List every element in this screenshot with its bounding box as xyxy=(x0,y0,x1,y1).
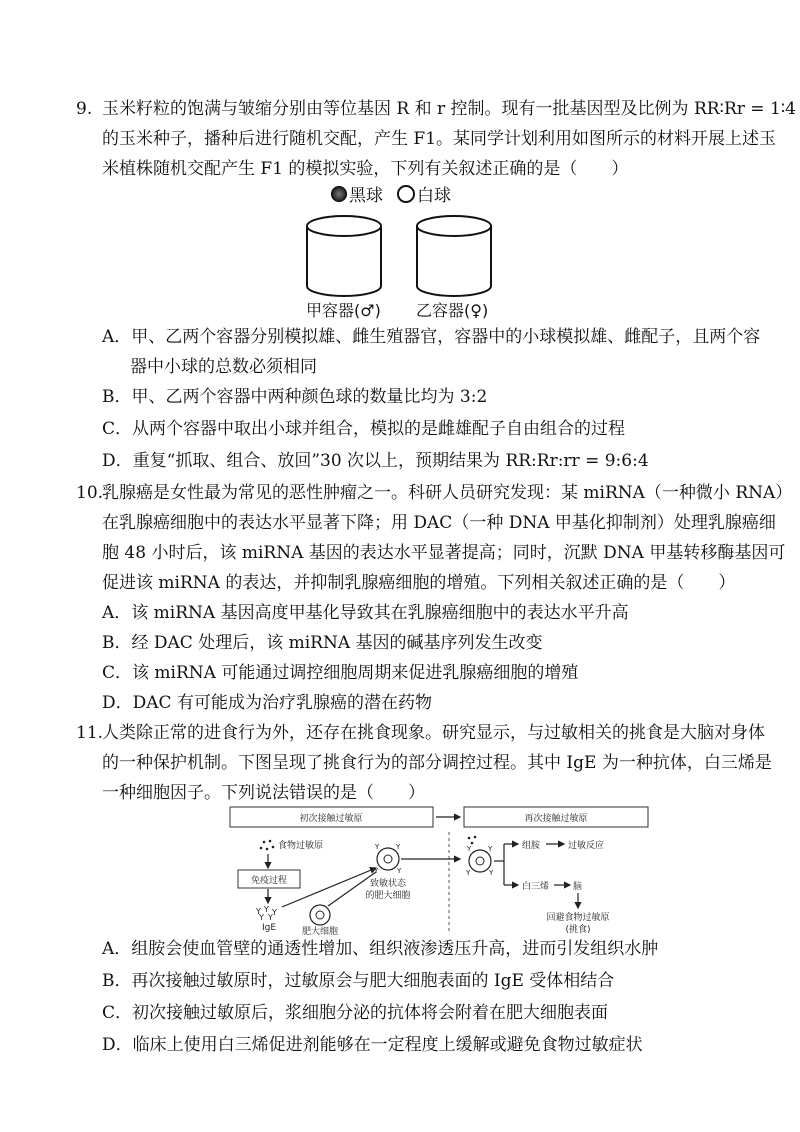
black-ball-icon xyxy=(331,186,347,202)
question-text-line: 促进该 miRNA 的表达，并抑制乳腺癌细胞的增殖。下列相关叙述正确的是（ ） xyxy=(102,573,736,593)
avoid-label-line1: 回避食物过敏原 xyxy=(546,913,610,923)
svg-text:Y: Y xyxy=(466,869,471,877)
svg-text:Y: Y xyxy=(488,845,493,853)
option-a: A．组胺会使血管壁的通透性增加、组织液渗透压升高，进而引发组织水肿 xyxy=(102,939,659,959)
option-a: A．甲、乙两个容器分别模拟雄、雌生殖器官，容器中的小球模拟雄、雌配子，且两个容 xyxy=(102,327,761,347)
svg-text:Y: Y xyxy=(489,869,494,877)
brain-label: 脑 xyxy=(573,882,583,892)
question-number: 10. xyxy=(76,483,104,503)
mast-cell-label: 肥大细胞 xyxy=(301,927,339,936)
option-b: B．再次接触过敏原时，过敏原会与肥大细胞表面的 IgE 受体相结合 xyxy=(102,971,615,991)
question-text-line: 一种细胞因子。下列说法错误的是（ ） xyxy=(102,783,425,803)
option-c: C．初次接触过敏原后，浆细胞分泌的抗体将会附着在肥大细胞表面 xyxy=(102,1003,609,1023)
allergen-dots-icon xyxy=(260,840,275,851)
question-text-line: 的玉米种子，播种后进行随机交配，产生 F1。某同学计划利用如图所示的材料开展上述玉 xyxy=(102,129,777,149)
question-text-line: 玉米籽粒的饱满与皱缩分别由等位基因 R 和 r 控制。现有一批基因型及比例为 RR∶Rr = 1∶4 xyxy=(102,99,797,119)
activated-mast-cell-icon xyxy=(465,845,494,877)
container-jia-label: 甲容器(♂) xyxy=(306,301,381,320)
allergy-reaction-label: 过敏反应 xyxy=(568,841,605,851)
svg-text:Y: Y xyxy=(374,867,379,875)
food-allergen-label: 食物过敏原 xyxy=(278,841,324,851)
first-contact-title: 初次接触过敏原 xyxy=(299,814,363,824)
option-b: B．甲、乙两个容器中两种颜色球的数量比均为 3:2 xyxy=(102,387,488,407)
avoid-label-line2: (挑食) xyxy=(565,925,591,935)
svg-text:Y: Y xyxy=(467,845,472,853)
option-a-continued: 器中小球的总数必须相同 xyxy=(130,357,317,377)
option-d: D．临床上使用白三烯促进剂能够在一定程度上缓解或避免食物过敏症状 xyxy=(102,1035,643,1055)
question-number: 11. xyxy=(76,723,104,743)
histamine-label: 组胺 xyxy=(522,841,541,851)
leukotriene-label: 白三烯 xyxy=(522,882,550,892)
second-contact-title: 再次接触过敏原 xyxy=(524,814,588,824)
svg-text:Y: Y xyxy=(264,905,269,914)
legend-black-label: 黑球 xyxy=(349,186,383,206)
question-text-line: 乳腺癌是女性最为常见的恶性肿瘤之一。科研人员研究发现：某 miRNA（一种微小 RNA） xyxy=(102,483,793,503)
svg-text:Y: Y xyxy=(375,843,380,851)
container-yi xyxy=(417,216,491,296)
sensitized-label-line2: 的肥大细胞 xyxy=(365,891,411,901)
svg-text:Y: Y xyxy=(259,913,264,922)
sensitized-mast-cell-icon xyxy=(373,843,402,875)
option-d: D．重复“抓取、组合、放回”30 次以上，预期结果为 RR:Rr:rr = 9:6:4 xyxy=(102,451,649,471)
option-c: C．从两个容器中取出小球并组合，模拟的是雌雄配子自由组合的过程 xyxy=(102,419,626,439)
ige-antibody-icon xyxy=(255,905,277,922)
ball-legend xyxy=(331,181,451,206)
question-text-line: 人类除正常的进食行为外，还存在挑食现象。研究显示，与过敏相关的挑食是大脑对身体 xyxy=(102,723,765,743)
svg-text:Y: Y xyxy=(256,907,261,916)
immune-process-label: 免疫过程 xyxy=(250,876,288,886)
svg-text:Y: Y xyxy=(268,913,273,922)
question-text-line: 在乳腺癌细胞中的表达水平显著下降；用 DAC（一种 DNA 甲基化抑制剂）处理乳腺癌细 xyxy=(102,513,776,533)
white-ball-icon xyxy=(397,185,415,203)
option-c: C．该 miRNA 可能通过调控细胞周期来促进乳腺癌细胞的增殖 xyxy=(102,663,579,683)
allergy-diagram xyxy=(228,804,652,936)
sensitized-label-line1: 致敏状态 xyxy=(369,879,407,889)
allergen-dots-icon xyxy=(468,836,477,845)
option-a: A．该 miRNA 基因高度甲基化导致其在乳腺癌细胞中的表达水平升高 xyxy=(102,603,629,623)
ige-label: IgE xyxy=(262,923,277,933)
option-b: B．经 DAC 处理后，该 miRNA 基因的碱基序列发生改变 xyxy=(102,633,543,653)
question-text-line: 米植株随机交配产生 F1 的模拟实验，下列有关叙述正确的是（ ） xyxy=(102,159,629,179)
question-number: 9. xyxy=(76,99,93,119)
legend-white-label: 白球 xyxy=(417,186,451,206)
question-text-line: 胞 48 小时后，该 miRNA 基因的表达水平显著提高；同时，沉默 DNA 甲基转移酶基因可 xyxy=(102,543,786,563)
containers-figure xyxy=(300,212,500,302)
question-text-line: 的一种保护机制。下图呈现了挑食行为的部分调控过程。其中 IgE 为一种抗体，白三烯是 xyxy=(102,753,772,773)
option-d: D．DAC 有可能成为治疗乳腺癌的潜在药物 xyxy=(102,693,432,713)
svg-text:Y: Y xyxy=(397,867,402,875)
container-jia xyxy=(307,216,381,296)
svg-text:Y: Y xyxy=(272,908,277,917)
container-yi-label: 乙容器(♀) xyxy=(416,301,489,320)
svg-text:Y: Y xyxy=(396,843,401,851)
mast-cell-icon xyxy=(310,905,330,925)
